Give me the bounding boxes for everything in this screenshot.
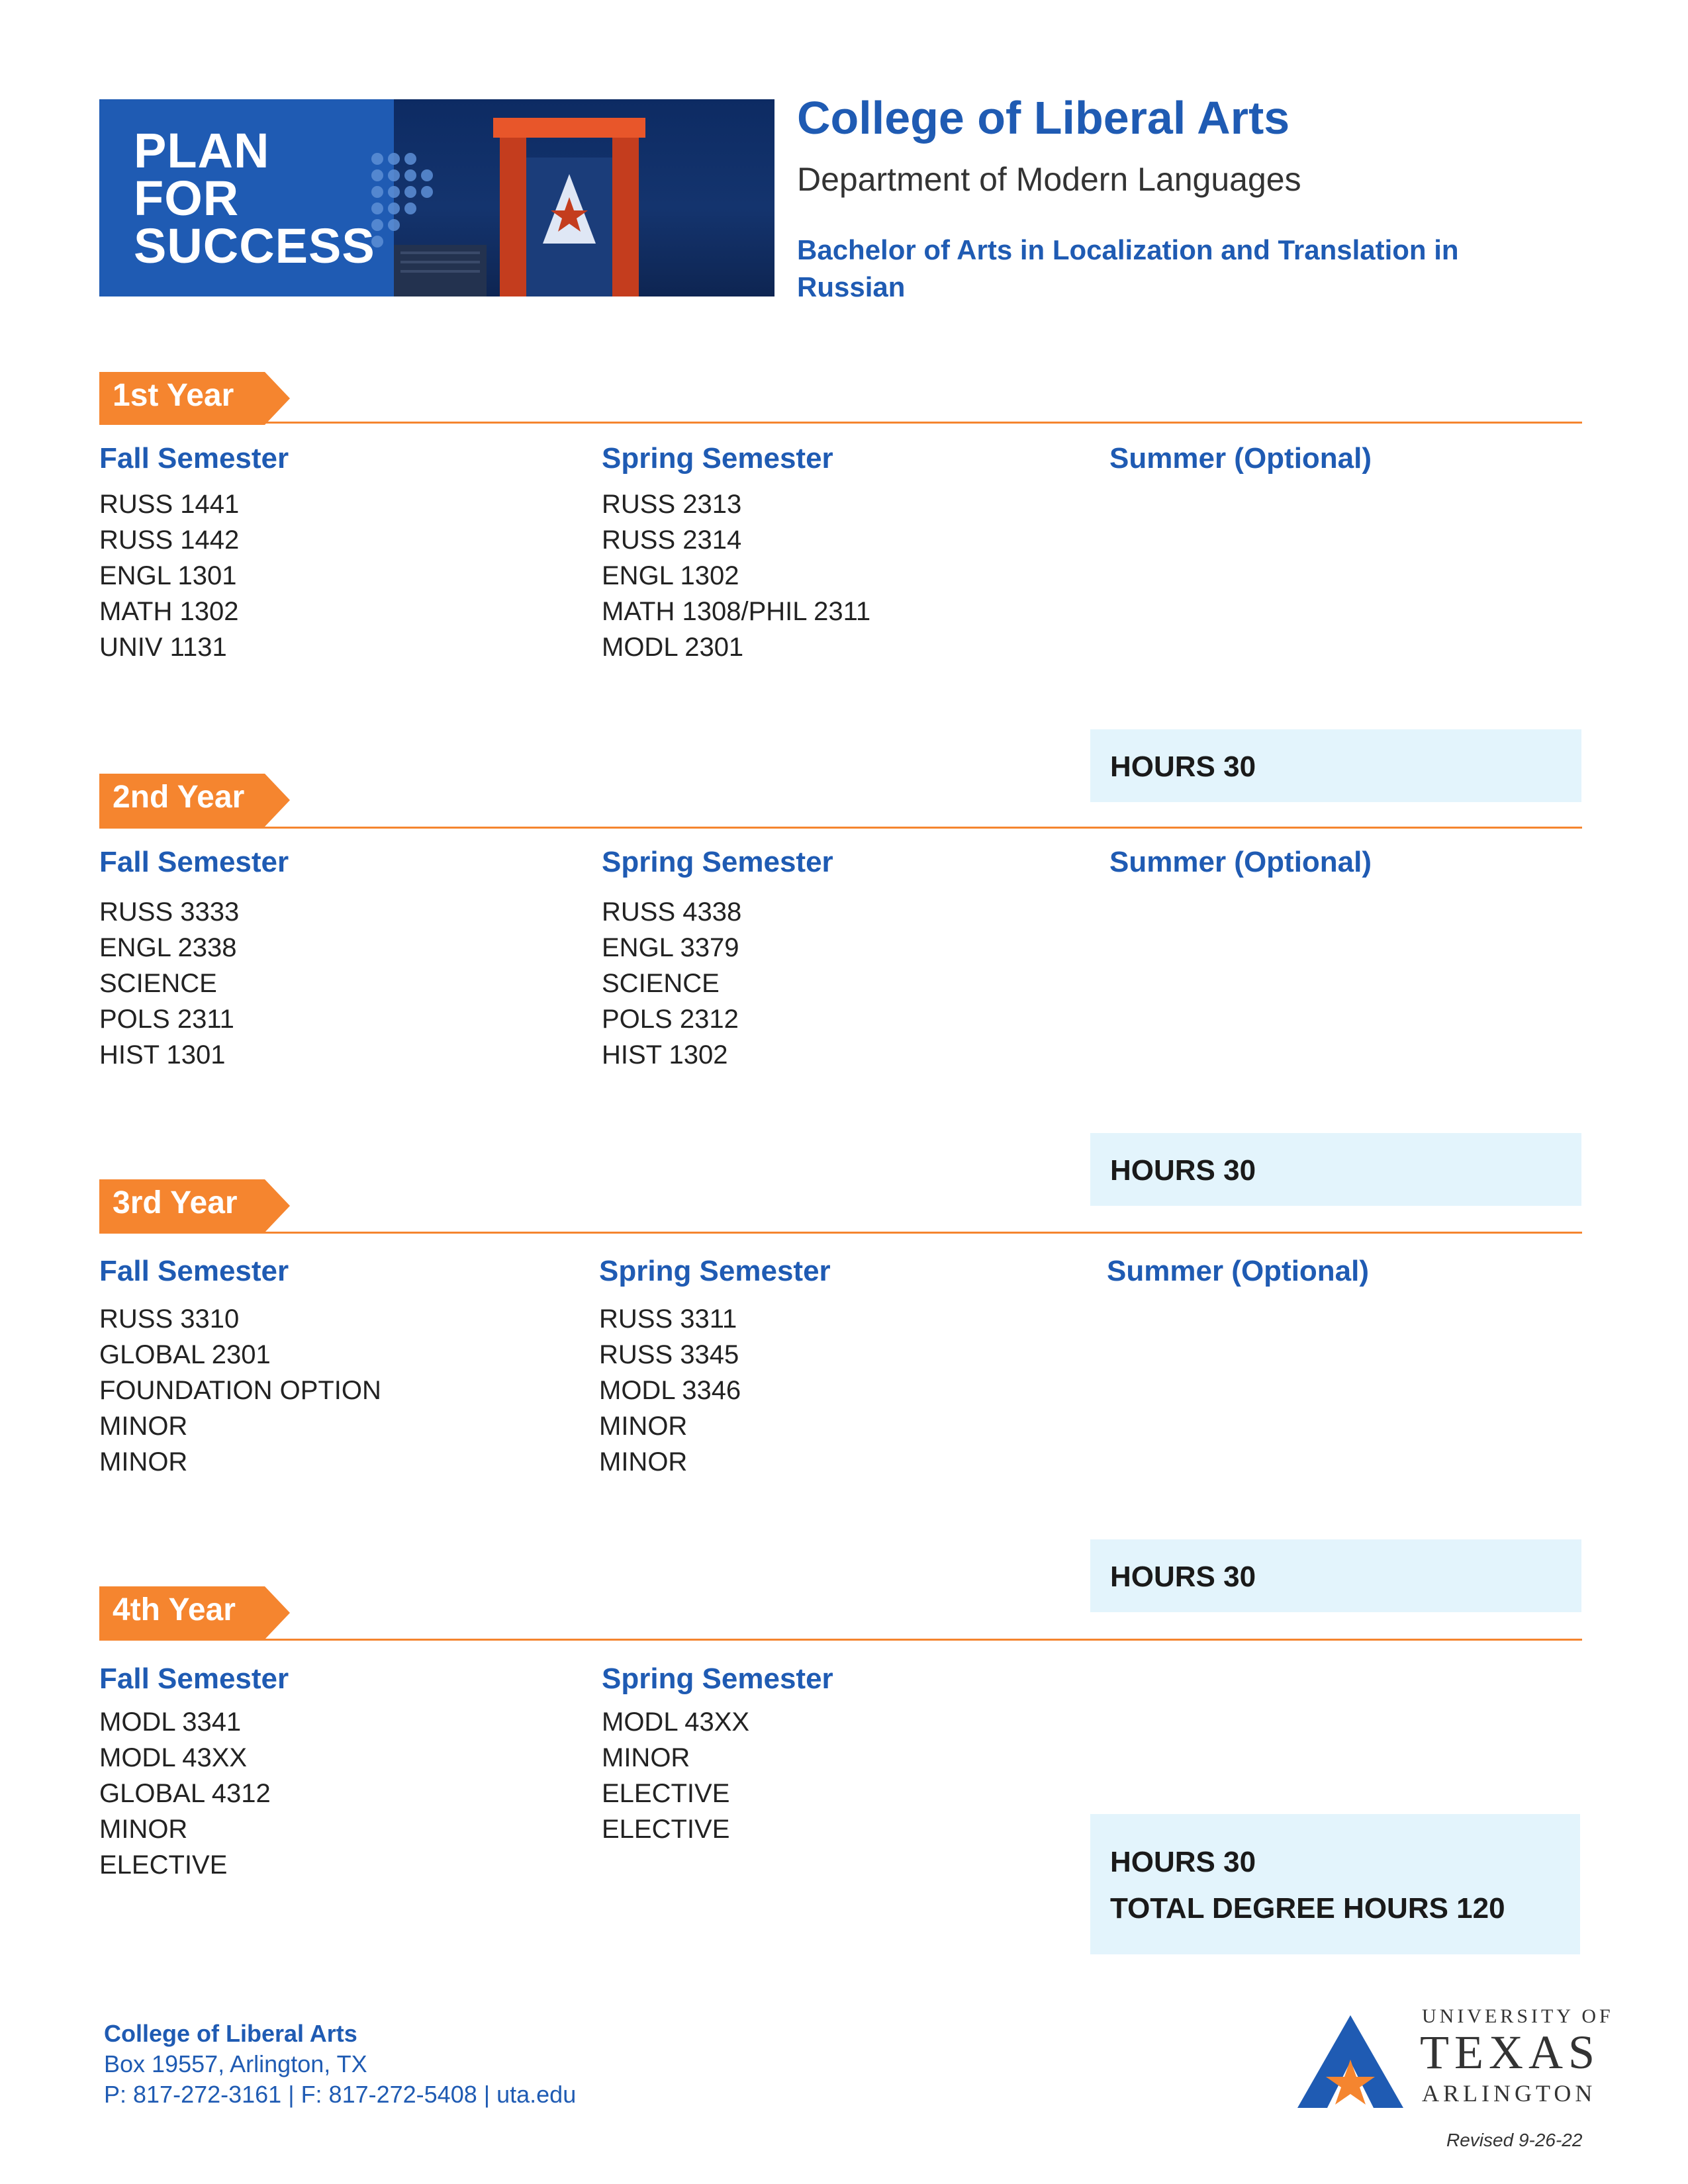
course-item: MINOR [599,1447,688,1477]
course-item: RUSS 2313 [602,490,742,519]
summer-semester-heading: Summer (Optional) [1109,846,1372,878]
course-item: RUSS 2314 [602,525,742,555]
year-tab [99,372,290,425]
year-divider [99,422,1582,424]
course-item: RUSS 1442 [99,525,240,555]
course-item: POLS 2311 [99,1005,234,1034]
college-title: College of Liberal Arts [797,92,1290,144]
logo-texas: TEXAS [1420,2026,1600,2079]
course-item: RUSS 1441 [99,490,240,519]
course-item: ELECTIVE [99,1850,228,1880]
spring-course-list [602,894,741,1073]
fall-semester-heading: Fall Semester [99,846,289,878]
year-label: 4th Year [113,1592,236,1627]
hours-label: HOURS 30 [1110,1561,1256,1593]
fall-course-list [99,894,239,1073]
year-divider [99,1639,1582,1641]
spring-semester-heading: Spring Semester [602,442,833,475]
course-item: MATH 1302 [99,597,239,626]
course-item: MODL 3346 [599,1376,741,1405]
footer-address: Box 19557, Arlington, TX [104,2050,367,2077]
uta-a-star-icon [1294,2012,1407,2111]
banner-line: FOR [134,171,240,226]
footer-college-name: College of Liberal Arts [104,2020,357,2047]
dot-pattern-decoration [364,139,563,271]
hours-label: HOURS 30 [1110,1154,1256,1187]
year-tab [99,774,290,827]
course-item: ENGL 1302 [602,561,739,590]
course-item: UNIV 1131 [99,633,227,662]
course-item: ELECTIVE [602,1815,730,1844]
course-item: FOUNDATION OPTION [99,1376,381,1405]
hours-box [1090,1133,1581,1206]
year-label: 2nd Year [113,780,245,815]
department-title: Department of Modern Languages [797,161,1301,198]
footer-contact [104,2019,576,2110]
total-hours-box [1090,1814,1580,1954]
course-item: ENGL 2338 [99,933,237,962]
spring-course-list [602,1704,749,1847]
course-item: GLOBAL 2301 [99,1340,271,1369]
total-degree-hours-label: TOTAL DEGREE HOURS 120 [1110,1892,1505,1925]
spring-course-list [602,486,870,665]
spring-course-list [599,1301,741,1480]
year-divider [99,1232,1582,1234]
course-item: MINOR [99,1412,188,1441]
program-title: Bachelor of Arts in Localization and Translation in Russian [797,234,1459,302]
year-label: 3rd Year [113,1185,238,1220]
course-item: RUSS 3333 [99,897,240,927]
course-item: ENGL 3379 [602,933,739,962]
logo-university-of: UNIVERSITY OF [1422,2005,1614,2027]
course-item: RUSS 4338 [602,897,742,927]
course-item: ENGL 1301 [99,561,237,590]
banner-line: PLAN [134,123,270,178]
spring-semester-heading: Spring Semester [602,1662,833,1695]
course-item: MINOR [99,1447,188,1477]
course-item: HIST 1301 [99,1040,226,1069]
uta-logo [1294,2005,1614,2124]
course-item: MODL 43XX [99,1743,248,1772]
course-item: HIST 1302 [602,1040,728,1069]
year-label: 1st Year [113,378,234,413]
hours-label: HOURS 30 [1110,751,1256,783]
hours-box [1090,729,1581,802]
course-item: MINOR [602,1743,690,1772]
course-item: MODL 3341 [99,1707,242,1737]
banner-headline [134,123,375,273]
course-item: POLS 2312 [602,1005,739,1034]
course-item: MINOR [99,1815,188,1844]
hours-box [1090,1539,1581,1612]
plan-for-success-banner [99,99,774,296]
fall-course-list [99,1704,271,1883]
course-item: MODL 2301 [602,633,744,662]
summer-semester-heading: Summer (Optional) [1107,1255,1370,1287]
fall-semester-heading: Fall Semester [99,1662,289,1695]
year-tab [99,1179,290,1232]
course-item: MINOR [599,1412,688,1441]
course-item: RUSS 3310 [99,1304,240,1334]
fall-semester-heading: Fall Semester [99,1255,289,1287]
spring-semester-heading: Spring Semester [599,1255,831,1287]
year-tab [99,1586,290,1639]
hours-label: HOURS 30 [1110,1846,1256,1878]
year-divider [99,827,1582,829]
course-item: SCIENCE [602,969,720,998]
course-item: MODL 43XX [602,1707,750,1737]
course-item: RUSS 3311 [599,1304,737,1334]
course-item: SCIENCE [99,969,217,998]
banner-line: SUCCESS [134,218,375,273]
course-item: GLOBAL 4312 [99,1779,271,1808]
footer-contact-line: P: 817-272-3161 | F: 817-272-5408 | uta.edu [104,2081,577,2108]
spring-semester-heading: Spring Semester [602,846,833,878]
course-item: MATH 1308/PHIL 2311 [602,597,871,626]
fall-course-list [99,486,239,665]
summer-semester-heading: Summer (Optional) [1109,442,1372,475]
fall-course-list [99,1301,381,1480]
logo-arlington: ARLINGTON [1422,2080,1597,2107]
course-item: RUSS 3345 [599,1340,739,1369]
course-item: ELECTIVE [602,1779,730,1808]
revised-date: Revised 9-26-22 [1446,2130,1583,2150]
fall-semester-heading: Fall Semester [99,442,289,475]
